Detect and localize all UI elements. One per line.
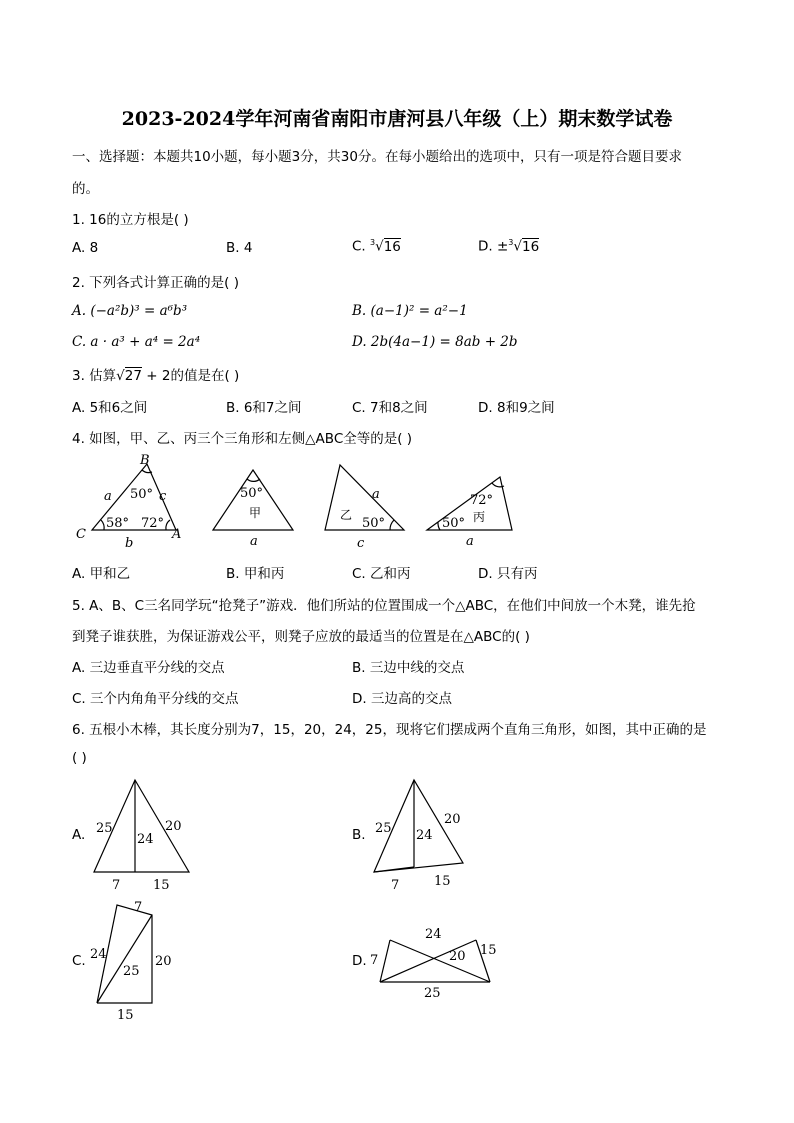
svg-text:24: 24 — [137, 832, 154, 847]
q1-stem: 1. 16的立方根是( ) — [72, 212, 189, 228]
svg-text:25: 25 — [375, 821, 392, 836]
svg-text:25: 25 — [123, 964, 140, 979]
vertex-c-label: C — [76, 527, 86, 542]
q1-option-a: A. 8 — [72, 240, 99, 256]
t3-side-label: a — [466, 534, 474, 549]
q6-fig-b-label: B. — [352, 827, 366, 843]
q3-option-b: B. 6和7之间 — [226, 400, 302, 416]
q5-option-a: A. 三边垂直平分线的交点 — [72, 660, 225, 676]
q6-fig-c-label: C. — [72, 953, 86, 969]
angle-a-label: 72° — [141, 516, 165, 531]
svg-text:24: 24 — [425, 927, 442, 942]
q4-stem: 4. 如图，甲、乙、丙三个三角形和左侧△ABC全等的是( ) — [72, 431, 413, 447]
t3-angle1-label: 72° — [470, 493, 494, 508]
angle-b-label: 50° — [130, 487, 154, 502]
section-heading-cont: 的。 — [72, 181, 99, 197]
q4-option-d: D. 只有丙 — [478, 566, 538, 582]
q6-figure-d — [366, 922, 506, 1002]
q1-option-c: C. $^3$√16 — [352, 238, 401, 255]
q2-option-c: C. a · a³ + a⁴ = 2a⁴ — [72, 334, 201, 350]
t2-side-c-label: c — [357, 536, 365, 551]
t1-name: 甲 — [249, 506, 262, 520]
side-c-label: c — [159, 489, 167, 504]
svg-text:20: 20 — [449, 949, 466, 964]
q2-option-a: A. (−a²b)³ = a⁶b³ — [72, 303, 188, 319]
q4-option-c: C. 乙和丙 — [352, 566, 411, 582]
svg-text:24: 24 — [416, 828, 433, 843]
svg-text:7: 7 — [112, 878, 121, 893]
svg-text:7: 7 — [134, 900, 143, 915]
svg-text:15: 15 — [480, 943, 497, 958]
q1-option-d: D. ±$^3$√16 — [478, 238, 540, 255]
side-b-label: b — [125, 536, 134, 551]
q4-option-a: A. 甲和乙 — [72, 566, 131, 582]
svg-text:15: 15 — [434, 874, 451, 889]
svg-text:15: 15 — [117, 1008, 134, 1023]
q6-stem-line1: 6. 五根小木棒，其长度分别为7，15，20，24，25，现将它们摆成两个直角三角形，如图，其中正确的是 — [72, 722, 707, 738]
angle-c-label: 58° — [106, 516, 130, 531]
q4-option-b: B. 甲和丙 — [226, 566, 285, 582]
q6-figure-a — [86, 775, 206, 895]
t1-angle-label: 50° — [240, 486, 264, 501]
t2-name: 乙 — [340, 508, 353, 522]
side-a-label: a — [104, 489, 112, 504]
q6-figure-b — [366, 775, 476, 895]
q2-option-d: D. 2b(4a−1) = 8ab + 2b — [352, 334, 518, 350]
q2-option-b: B. (a−1)² = a²−1 — [352, 303, 468, 319]
svg-text:25: 25 — [96, 821, 113, 836]
svg-text:7: 7 — [370, 953, 379, 968]
vertex-b-label: B — [140, 453, 150, 468]
q5-option-d: D. 三边高的交点 — [352, 691, 452, 707]
t3-name: 丙 — [473, 510, 486, 524]
page-title: 2023-2024学年河南省南阳市唐河县八年级（上）期末数学试卷 — [121, 108, 673, 130]
t1-side-label: a — [250, 534, 258, 549]
svg-text:20: 20 — [155, 954, 172, 969]
t3-angle2-label: 50° — [442, 516, 466, 531]
q3-option-c: C. 7和8之间 — [352, 400, 428, 416]
q6-fig-d-label: D. — [352, 953, 367, 969]
svg-text:7: 7 — [391, 878, 400, 893]
t2-side-a-label: a — [372, 487, 380, 502]
svg-text:15: 15 — [153, 878, 170, 893]
q5-option-c: C. 三个内角角平分线的交点 — [72, 691, 239, 707]
q1-option-b: B. 4 — [226, 240, 253, 256]
q6-fig-a-label: A. — [72, 827, 86, 843]
q3-stem: 3. 估算√27 + 2的值是在( ) — [72, 368, 240, 384]
q6-stem-line2: ( ) — [72, 750, 87, 766]
q4-figure — [70, 450, 530, 555]
q6-figure-c — [86, 897, 186, 1027]
q2-stem: 2. 下列各式计算正确的是( ) — [72, 275, 239, 291]
svg-text:20: 20 — [444, 812, 461, 827]
q5-option-b: B. 三边中线的交点 — [352, 660, 465, 676]
q3-option-a: A. 5和6之间 — [72, 400, 148, 416]
vertex-a-label: A — [172, 527, 182, 542]
svg-text:25: 25 — [424, 986, 441, 1001]
q5-stem-line1: 5. A、B、C三名同学玩“抢凳子”游戏．他们所站的位置围成一个△ABC，在他们中间放一个木凳，谁先抢 — [72, 598, 696, 614]
svg-text:20: 20 — [165, 819, 182, 834]
q5-stem-line2: 到凳子谁获胜，为保证游戏公平，则凳子应放的最适当的位置是在△ABC的( ) — [72, 629, 530, 645]
section-heading: 一、选择题：本题共10小题，每小题3分，共30分。在每小题给出的选项中，只有一项是符合题目要求 — [72, 149, 682, 165]
q3-option-d: D. 8和9之间 — [478, 400, 555, 416]
svg-text:24: 24 — [90, 947, 107, 962]
t2-angle-label: 50° — [362, 516, 386, 531]
